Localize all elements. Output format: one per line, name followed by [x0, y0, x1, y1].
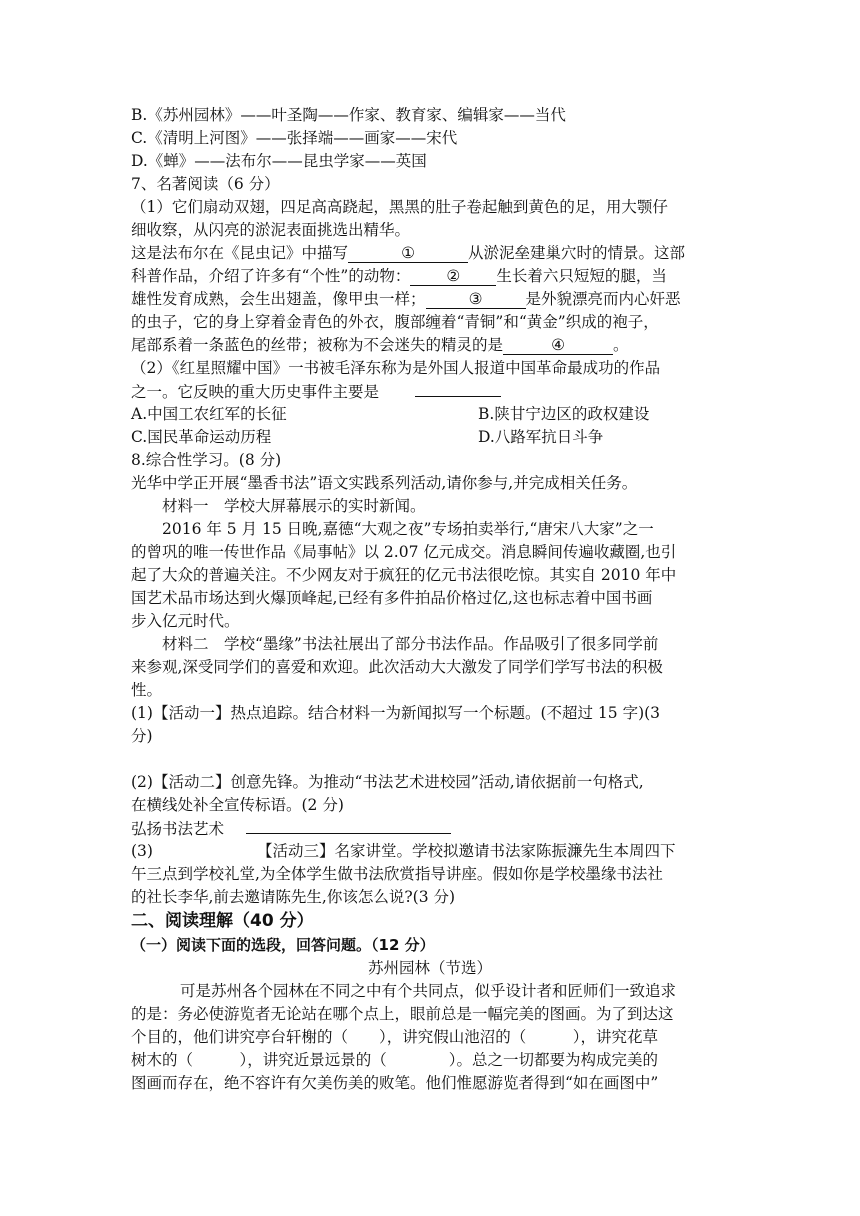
- material-1-line5: 步入亿元时代。: [131, 612, 240, 630]
- passage-line2: 的是：务必使游览者无论站在哪个点上，眼前总是一幅完美的图画。为了到达这: [131, 1005, 674, 1023]
- passage-line3: 个目的，他们讲究亭台轩榭的（ ），讲究假山池沼的（ ），讲究花草: [131, 1028, 659, 1046]
- slogan-answer-blank[interactable]: [246, 817, 451, 834]
- passage-line4: 树木的（ ），讲究近景远景的（ ）。总之一切都要为构成完美的: [131, 1051, 659, 1069]
- q7-text: 科普作品，介绍了许多有“个性”的动物：: [131, 267, 411, 285]
- option-d: D.《蝉》——法布尔——昆虫学家——英国: [131, 152, 427, 170]
- q7-p1-line1: （1）它们扇动双翅，四足高高跷起，黑黑的肚子卷起触到黄色的足，用大颚仔: [131, 198, 668, 216]
- slogan-prefix: 弘扬书法艺术: [131, 820, 225, 838]
- task-2-line2: 在横线处补全宣传标语。(2 分): [131, 796, 344, 814]
- answer-blank-1[interactable]: ①: [348, 244, 468, 263]
- q7-title: 7、名著阅读（6 分）: [131, 175, 280, 193]
- q7-text: 生长着六只短短的腿，当: [496, 267, 667, 285]
- answer-blank-3[interactable]: ③: [426, 290, 526, 309]
- answer-blank-2[interactable]: ②: [410, 267, 496, 286]
- q7-text: 之一。它反映的重大历史事件主要是: [131, 383, 380, 401]
- material-1-line1: 2016 年 5 月 15 日晚,嘉德“大观之夜”专场拍卖举行,“唐宋八大家”之一: [162, 520, 654, 538]
- q7-p1-line2: 细收察，从闪亮的淤泥表面挑选出精华。: [131, 221, 411, 239]
- q7-p1-line7: [131, 334, 629, 356]
- material-2-line3: 性。: [131, 681, 163, 699]
- task-3-number: (3): [131, 842, 153, 860]
- q7-text: 这是法布尔在《昆虫记》中描写: [131, 244, 349, 262]
- task-1-line1: (1)【活动一】热点追踪。结合材料一为新闻拟写一个标题。(不超过 15 字)(3: [131, 704, 661, 722]
- answer-blank-4[interactable]: ④: [503, 336, 613, 355]
- material-2-line1: 材料二 学校“墨缘”书法社展出了部分书法作品。作品吸引了很多同学前: [162, 635, 659, 653]
- q7-p1-line3: [131, 242, 685, 264]
- subsection-title: （一）阅读下面的选段，回答问题。（12 分）: [131, 936, 435, 954]
- task-3-line1: [131, 840, 675, 862]
- section-title: 二、阅读理解（40 分）: [131, 911, 314, 931]
- task-3-text: 【活动三】名家讲堂。学校拟邀请书法家陈振濂先生本周四下: [256, 842, 676, 860]
- material-1-title: 材料一 学校大屏幕展示的实时新闻。: [162, 497, 426, 515]
- q7-option-a: A.中国工农红军的长征: [131, 405, 287, 423]
- q8-title: 8.综合性学习。(8 分): [131, 451, 282, 469]
- q7-text: 雄性发育成熟，会生出翅盖，像甲虫一样；: [131, 290, 426, 308]
- q7-p2-line1: （2）《红星照耀中国》一书被毛泽东称为是外国人报道中国革命最成功的作品: [131, 359, 661, 377]
- option-c: C.《清明上河图》——张择端——画家——宋代: [131, 129, 458, 147]
- task-3-line2: 午三点到学校礼堂,为全体学生做书法欣赏指导讲座。假如你是学校墨缘书法社: [131, 865, 663, 883]
- answer-blank-5[interactable]: [415, 380, 501, 397]
- passage-title: 苏州园林（节选）: [367, 959, 492, 977]
- material-1-line3: 起了大众的普遍关注。不少网友对于疯狂的亿元书法很吃惊。其实自 2010 年中: [131, 566, 677, 584]
- task-2-line3: [131, 817, 451, 840]
- q7-p1-line4: [131, 265, 667, 287]
- q7-text: 。: [613, 336, 629, 354]
- q7-option-b: B.陕甘宁边区的政权建设: [478, 405, 650, 423]
- passage-line5: 图画而存在，绝不容许有欠美伤美的败笔。他们惟愿游览者得到“如在画图中”: [131, 1074, 659, 1092]
- q7-p2-line2: [131, 380, 501, 403]
- q7-text: 是外貌漂亮而内心奸恶: [525, 290, 681, 308]
- q8-intro: 光华中学正开展“墨香书法”语文实践系列活动,请你参与,并完成相关任务。: [131, 474, 638, 492]
- q7-option-c: C.国民革命运动历程: [131, 428, 272, 446]
- material-2-line2: 来参观,深受同学们的喜爱和欢迎。此次活动大大激发了同学们学写书法的积极: [131, 658, 663, 676]
- option-b: B.《苏州园林》——叶圣陶——作家、教育家、编辑家——当代: [131, 106, 566, 124]
- task-3-line3: 的社长李华,前去邀请陈先生,你该怎么说?(3 分): [131, 888, 456, 906]
- passage-line1: 可是苏州各个园林在不同之中有个共同点，似乎设计者和匠师们一致追求: [180, 982, 677, 1000]
- material-1-line2: 的曾巩的唯一传世作品《局事帖》以 2.07 亿元成交。消息瞬间传遍收藏圈,也引: [131, 543, 677, 561]
- task-2-line1: (2)【活动二】创意先锋。为推动“书法艺术进校园”活动,请依据前一句格式,: [131, 773, 644, 791]
- task-1-line2: 分): [131, 727, 153, 745]
- q7-text: 从淤泥垒建巢穴时的情景。这部: [468, 244, 686, 262]
- material-1-line4: 国艺术品市场达到火爆顶峰起,已经有多件拍品价格过亿,这也标志着中国书画: [131, 589, 653, 607]
- q7-option-d: D.八路军抗日斗争: [478, 428, 604, 446]
- q7-p1-line6: 的虫子，它的身上穿着金青色的外衣，腹部缠着“青铜”和“黄金”织成的袍子，: [131, 313, 659, 331]
- q7-text: 尾部系着一条蓝色的丝带；被称为不会迷失的精灵的是: [131, 336, 504, 354]
- q7-p1-line5: [131, 288, 681, 310]
